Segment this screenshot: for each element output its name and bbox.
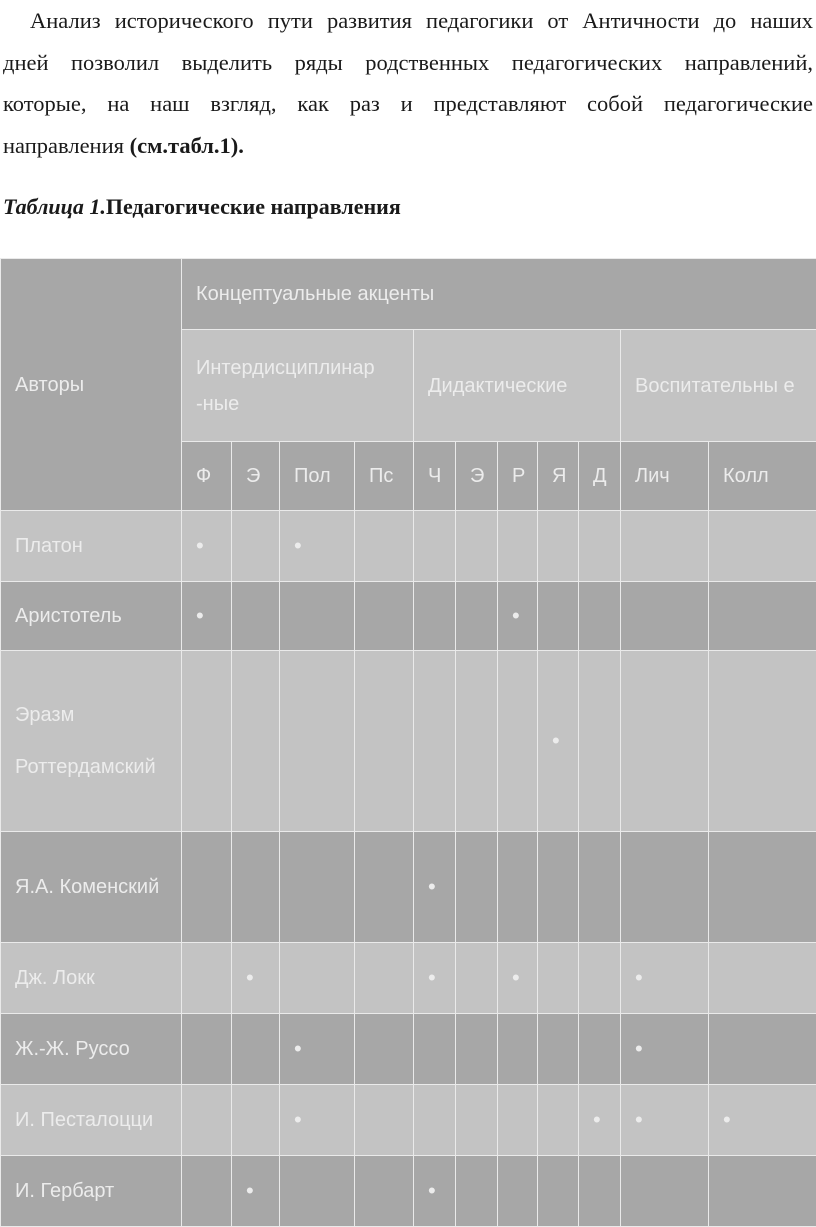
mark-cell bbox=[538, 1014, 579, 1085]
mark-cell bbox=[456, 1085, 498, 1156]
mark-cell bbox=[414, 1014, 456, 1085]
mark-cell bbox=[355, 511, 414, 582]
mark-cell-checked bbox=[621, 943, 709, 1014]
mark-cell bbox=[456, 943, 498, 1014]
mark-cell bbox=[355, 1156, 414, 1227]
mark-cell bbox=[621, 511, 709, 582]
mark-cell bbox=[621, 1156, 709, 1227]
bullet-mark: • bbox=[196, 528, 204, 564]
author-cell: Дж. Локк bbox=[1, 943, 182, 1014]
mark-cell bbox=[280, 1156, 355, 1227]
table-row bbox=[1, 832, 816, 943]
mark-cell bbox=[456, 1014, 498, 1085]
mark-cell bbox=[280, 832, 355, 943]
column-header: Р bbox=[498, 442, 538, 511]
column-header: Э bbox=[232, 442, 280, 511]
mark-cell bbox=[498, 1085, 538, 1156]
mark-cell bbox=[232, 832, 280, 943]
mark-cell-checked bbox=[414, 1156, 456, 1227]
author-cell: И. Песталоцци bbox=[1, 1085, 182, 1156]
mark-cell bbox=[579, 651, 621, 832]
mark-cell bbox=[621, 651, 709, 832]
column-header: Э bbox=[456, 442, 498, 511]
mark-cell bbox=[355, 1085, 414, 1156]
mark-cell bbox=[355, 1014, 414, 1085]
mark-cell bbox=[280, 582, 355, 651]
mark-cell bbox=[709, 1014, 816, 1085]
mark-cell-checked bbox=[232, 943, 280, 1014]
author-cell: Эразм Роттердамский bbox=[1, 651, 182, 832]
table-caption bbox=[3, 194, 401, 220]
table-row bbox=[1, 511, 816, 582]
column-header: Я bbox=[538, 442, 579, 511]
mark-cell-checked bbox=[709, 1085, 816, 1156]
mark-cell bbox=[538, 943, 579, 1014]
mark-cell bbox=[456, 1156, 498, 1227]
mark-cell bbox=[414, 1085, 456, 1156]
mark-cell bbox=[621, 582, 709, 651]
concept-header: Концептуальные акценты bbox=[182, 259, 816, 330]
mark-cell bbox=[355, 582, 414, 651]
bullet-mark: • bbox=[428, 1173, 436, 1209]
column-header: Ф bbox=[182, 442, 232, 511]
mark-cell bbox=[498, 651, 538, 832]
mark-cell bbox=[182, 1014, 232, 1085]
column-header: Пол bbox=[280, 442, 355, 511]
bullet-mark: • bbox=[246, 960, 254, 996]
mark-cell-checked bbox=[280, 1085, 355, 1156]
mark-cell bbox=[709, 651, 816, 832]
bullet-mark: • bbox=[635, 1102, 643, 1138]
mark-cell bbox=[232, 1014, 280, 1085]
column-header: Ч bbox=[414, 442, 456, 511]
table-row bbox=[1, 1156, 816, 1227]
mark-cell bbox=[538, 582, 579, 651]
mark-cell bbox=[538, 511, 579, 582]
mark-cell-checked bbox=[232, 1156, 280, 1227]
intro-last-line: направления bbox=[3, 133, 124, 158]
mark-cell bbox=[232, 511, 280, 582]
mark-cell bbox=[355, 651, 414, 832]
author-cell: Платон bbox=[1, 511, 182, 582]
table-caption-title: Педагогические направления bbox=[106, 194, 401, 219]
bullet-mark: • bbox=[294, 528, 302, 564]
column-header: Колл bbox=[709, 442, 816, 511]
mark-cell bbox=[538, 1156, 579, 1227]
mark-cell bbox=[498, 511, 538, 582]
intro-paragraph bbox=[3, 0, 813, 166]
mark-cell bbox=[232, 651, 280, 832]
mark-cell bbox=[709, 511, 816, 582]
intro-line-2: дней позволил выделить ряды родственных педагогических направлений, bbox=[3, 42, 813, 84]
mark-cell-checked bbox=[414, 943, 456, 1014]
mark-cell bbox=[498, 1156, 538, 1227]
table-reference: (см.табл.1). bbox=[130, 133, 244, 158]
mark-cell bbox=[182, 1085, 232, 1156]
bullet-mark: • bbox=[428, 869, 436, 905]
mark-cell-checked bbox=[414, 832, 456, 943]
bullet-mark: • bbox=[246, 1173, 254, 1209]
bullet-mark: • bbox=[294, 1102, 302, 1138]
intro-line-4 bbox=[3, 125, 813, 167]
mark-cell bbox=[621, 832, 709, 943]
table-row bbox=[1, 1085, 816, 1156]
bullet-mark: • bbox=[723, 1102, 731, 1138]
bullet-mark: • bbox=[428, 960, 436, 996]
column-header: Пс bbox=[355, 442, 414, 511]
table-row bbox=[1, 582, 816, 651]
mark-cell bbox=[232, 582, 280, 651]
mark-cell-checked bbox=[498, 943, 538, 1014]
pedagogy-table bbox=[0, 258, 816, 1227]
table-caption-label: Таблица 1. bbox=[3, 194, 106, 219]
authors-header: Авторы bbox=[1, 259, 182, 511]
mark-cell-checked bbox=[621, 1014, 709, 1085]
mark-cell-checked bbox=[538, 651, 579, 832]
mark-cell bbox=[414, 511, 456, 582]
mark-cell-checked bbox=[182, 582, 232, 651]
mark-cell bbox=[355, 832, 414, 943]
mark-cell-checked bbox=[498, 582, 538, 651]
author-cell: Ж.-Ж. Руссо bbox=[1, 1014, 182, 1085]
mark-cell-checked bbox=[280, 511, 355, 582]
mark-cell bbox=[456, 582, 498, 651]
mark-cell bbox=[498, 1014, 538, 1085]
mark-cell-checked bbox=[182, 511, 232, 582]
mark-cell bbox=[414, 582, 456, 651]
bullet-mark: • bbox=[593, 1102, 601, 1138]
mark-cell bbox=[579, 582, 621, 651]
mark-cell bbox=[538, 832, 579, 943]
bullet-mark: • bbox=[196, 598, 204, 634]
bullet-mark: • bbox=[512, 960, 520, 996]
mark-cell bbox=[498, 832, 538, 943]
bullet-mark: • bbox=[512, 598, 520, 634]
mark-cell bbox=[579, 832, 621, 943]
mark-cell bbox=[232, 1085, 280, 1156]
author-cell: Аристотель bbox=[1, 582, 182, 651]
mark-cell bbox=[414, 651, 456, 832]
mark-cell-checked bbox=[280, 1014, 355, 1085]
mark-cell bbox=[579, 511, 621, 582]
intro-line-3: которые, на наш взгляд, как раз и представляют собой педагогические bbox=[3, 83, 813, 125]
mark-cell bbox=[355, 943, 414, 1014]
mark-cell bbox=[182, 651, 232, 832]
mark-cell bbox=[709, 582, 816, 651]
bullet-mark: • bbox=[552, 723, 560, 759]
bullet-mark: • bbox=[635, 1031, 643, 1067]
intro-line-1: Анализ исторического пути развития педагогики от Античности до наших bbox=[3, 0, 813, 42]
mark-cell bbox=[456, 651, 498, 832]
mark-cell bbox=[182, 1156, 232, 1227]
mark-cell bbox=[709, 1156, 816, 1227]
table-row bbox=[1, 943, 816, 1014]
mark-cell-checked bbox=[579, 1085, 621, 1156]
mark-cell bbox=[579, 1014, 621, 1085]
group-header-interdisciplinary: Интердисциплинар -ные bbox=[182, 330, 414, 442]
mark-cell bbox=[579, 1156, 621, 1227]
group-header-didactic: Дидактические bbox=[414, 330, 621, 442]
bullet-mark: • bbox=[294, 1031, 302, 1067]
mark-cell bbox=[538, 1085, 579, 1156]
mark-cell bbox=[709, 943, 816, 1014]
mark-cell bbox=[280, 943, 355, 1014]
mark-cell bbox=[456, 511, 498, 582]
bullet-mark: • bbox=[635, 960, 643, 996]
column-header: Лич bbox=[621, 442, 709, 511]
mark-cell-checked bbox=[621, 1085, 709, 1156]
table-row bbox=[1, 1014, 816, 1085]
mark-cell bbox=[709, 832, 816, 943]
group-header-educational: Воспитательны е bbox=[621, 330, 816, 442]
author-cell: Я.А. Коменский bbox=[1, 832, 182, 943]
mark-cell bbox=[182, 832, 232, 943]
mark-cell bbox=[579, 943, 621, 1014]
mark-cell bbox=[456, 832, 498, 943]
author-cell: И. Гербарт bbox=[1, 1156, 182, 1227]
mark-cell bbox=[182, 943, 232, 1014]
table-row bbox=[1, 651, 816, 832]
column-header: Д bbox=[579, 442, 621, 511]
mark-cell bbox=[280, 651, 355, 832]
